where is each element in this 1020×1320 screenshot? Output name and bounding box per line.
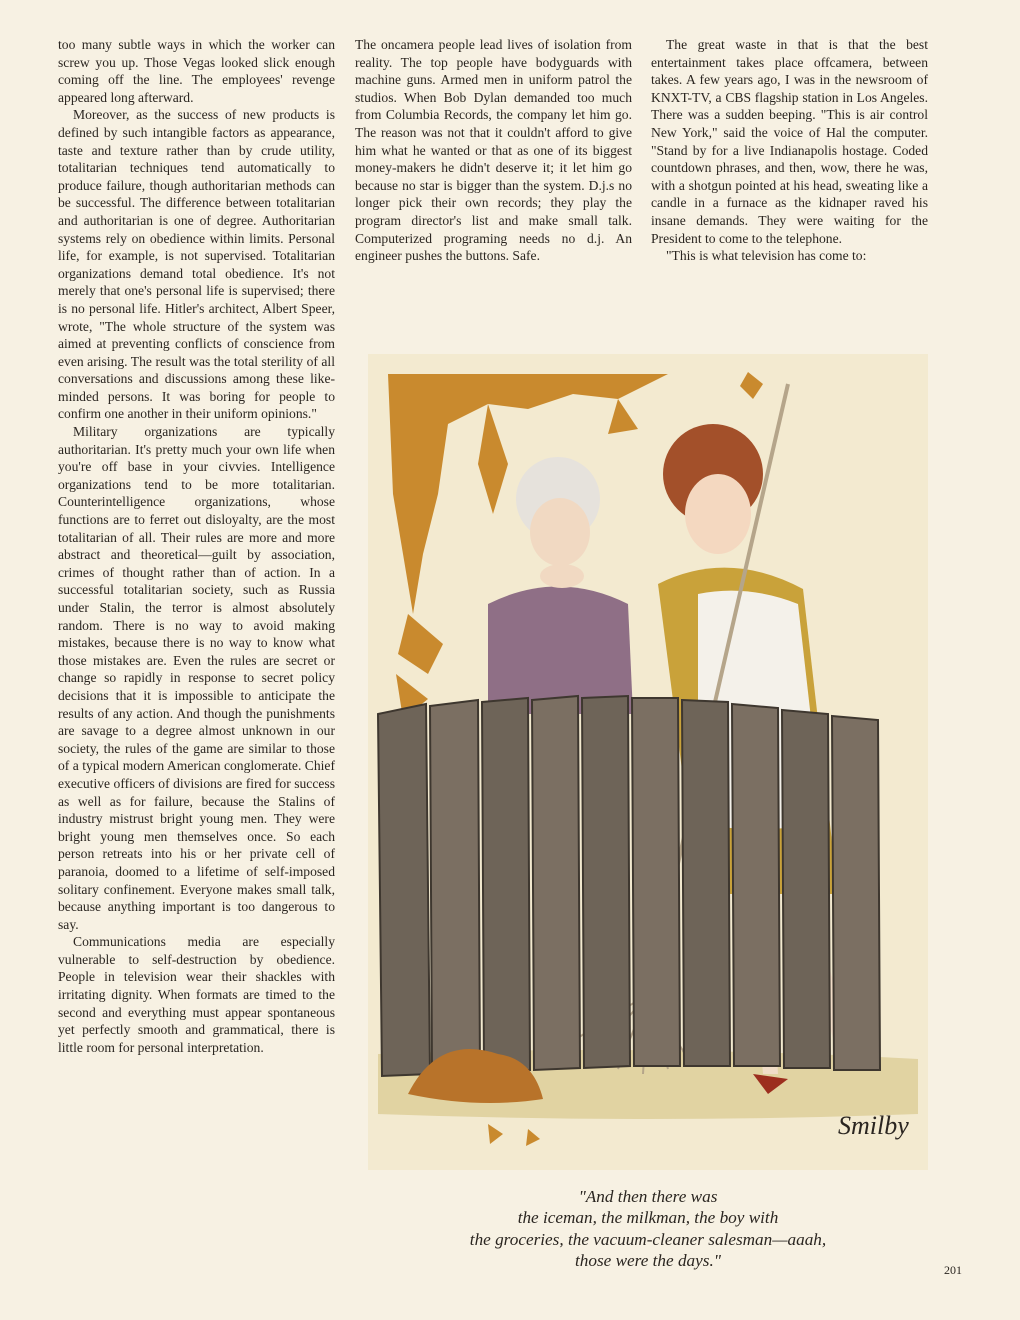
article-column-1 [58,36,335,1056]
cartoon-illustration [368,354,928,1170]
article-column-3 [651,36,928,265]
paragraph: too many subtle ways in which the worker can screw you up. Those Vegas looked slick enough coming off the line. The employees' revenge appeared long afterward. [58,37,335,105]
paragraph: Communications media are especially vulnerable to self-destruction by obedience. People in television wear their shackles with irritating dignity. When formats are timed to the second and everything must appear spontaneous yet perfectly smooth and grammatical, there is little room for personal interpretation. [58,934,335,1055]
paragraph: Military organizations are typically authoritarian. It's pretty much your own life when you're off base in your civvies. Intelligence organizations tend to be more totalitarian. Counterintelligence organizations, whose functions are to ferret out disloyalty, are the most totalitarian of all. Their rules are more and more abstract and theoretical—guilt by association, crimes of thought rather than of action. In a successful totalitarian society, such as Russia under Stalin, the terror is almost absolutely random. There is no way to avoid making mistakes, because there is no way to know what those mistakes are. Even the rules are secret or change so rapidly in response to secret policy decisions that it is impossible to anticipate the results of any action. And though the punishments are savage to a degree almost unknown in our society, the rules of the game are similar to those of a typical modern American conglomerate. Chief executive officers of divisions are fired for success as well as for failure, because the Stalins of industry mistrust bright young men. They were bright young men themselves once. So each person retreats into his or her private cell of paranoia, doomed to a lifetime of self-imposed solitary confinement. Everyone makes small talk, because anything important is too dangerous to say. [58,424,335,932]
blouse [488,587,633,715]
paragraph: Moreover, as the success of new products is defined by such intangible factors as appearance, taste and texture rather than by crude utility, totalitarian techniques tend automatically to produce failure, though authoritarian methods can be successful. The difference between totalitarian and authoritarian is one of degree. Authoritarian systems rely on obedience within limits. Personal life, for example, is not supervised. Totalitarian organizations demand total obedience. It's not merely that one's personal life is supervised; there is no personal life. Hitler's architect, Albert Speer, wrote, "The whole structure of the system was aimed at preventing conflicts of conscience from even arising. The result was the total sterility of all conversations and discussions among these like-minded persons. It was boring for people to confirm one another in their uniform opinions." [58,107,335,422]
paragraph: "This is what television has come to: [666,248,867,264]
wooden-fence [378,696,880,1076]
page-number: 201 [944,1263,962,1277]
caption-line: those were the days." [575,1251,721,1271]
face [685,474,751,554]
article-column-2 [355,36,632,265]
paragraph: The oncamera people lead lives of isolation from reality. The top people have bodyguards with machine guns. Armed men in uniform patrol the studios. When Bob Dylan demanded too much from Columbia Records, the company let him go. The reason was not that it couldn't afford to give him what he wanted or that as one of its biggest money-makers he didn't deserve it; it let him go because no star is bigger than the system. D.j.s no longer pick their own records; they play the program director's list and make small talk. Computerized programing needs no d.j. An engineer pushes the buttons. Safe. [355,37,632,264]
paragraph: The great waste in that is that the best entertainment takes place offcamera, between takes. A few years ago, I was in the newsroom of KNXT-TV, a CBS flagship station in Los Angeles. There was a sudden beeping. "This is air control New York," said the voice of Hal the computer. "Stand by for a live Indianapolis hostage. Coded countdown phrases, and then, wow, there he was, with a shotgun pointed at his head, sweating like a candle in a furnace as the kidnaper raved his insane demands. They were waiting for the President to come to the telephone. [651,37,928,246]
caption-line: the iceman, the milkman, the boy with [517,1208,779,1228]
artist-signature: Smilby [838,1111,909,1140]
caption-line: the groceries, the vacuum-cleaner salesman—aaah, [469,1229,827,1249]
caption-line: "And then there was [578,1187,718,1206]
cartoon-caption [398,1186,898,1272]
